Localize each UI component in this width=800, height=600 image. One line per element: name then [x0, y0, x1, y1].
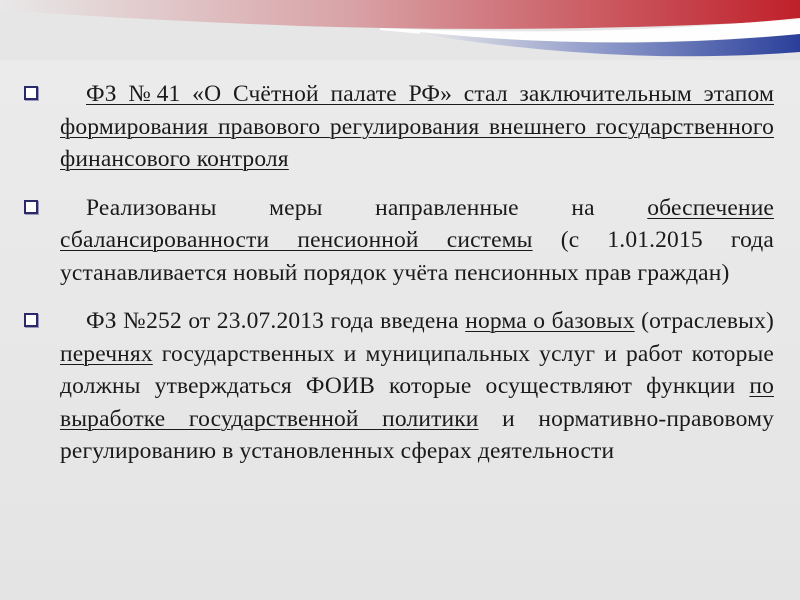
bullet-item-1 — [24, 78, 774, 176]
bullet-text-1: ФЗ №41 «О Счётной палате РФ» стал заключительным этапом формирования правового регулирования внешнего государственного финансового контроля — [60, 81, 774, 172]
tricolor-ribbon-decoration — [0, 0, 800, 60]
square-bullet-icon — [24, 313, 38, 327]
bullet-text-2: Реализованы меры направленные на обеспечение сбалансированности пенсионной системы (с 1.01.2015 года устанавливается новый порядок учёта пенсионных прав граждан) — [60, 194, 774, 286]
square-bullet-icon — [24, 86, 38, 100]
bullet-item-3 — [24, 305, 774, 468]
bullet-text-3: ФЗ №252 от 23.07.2013 года введена норма о базовых (отраслевых) перечнях государственных и муниципальных услуг и работ которые должны утверждаться ФОИВ которые осуществляют функции по выработке государственной политики и нормативно-правовому регулированию в установленных сферах деятельности — [60, 308, 774, 464]
bullet-list — [24, 78, 774, 484]
bullet-item-2 — [24, 192, 774, 290]
square-bullet-icon — [24, 200, 38, 214]
